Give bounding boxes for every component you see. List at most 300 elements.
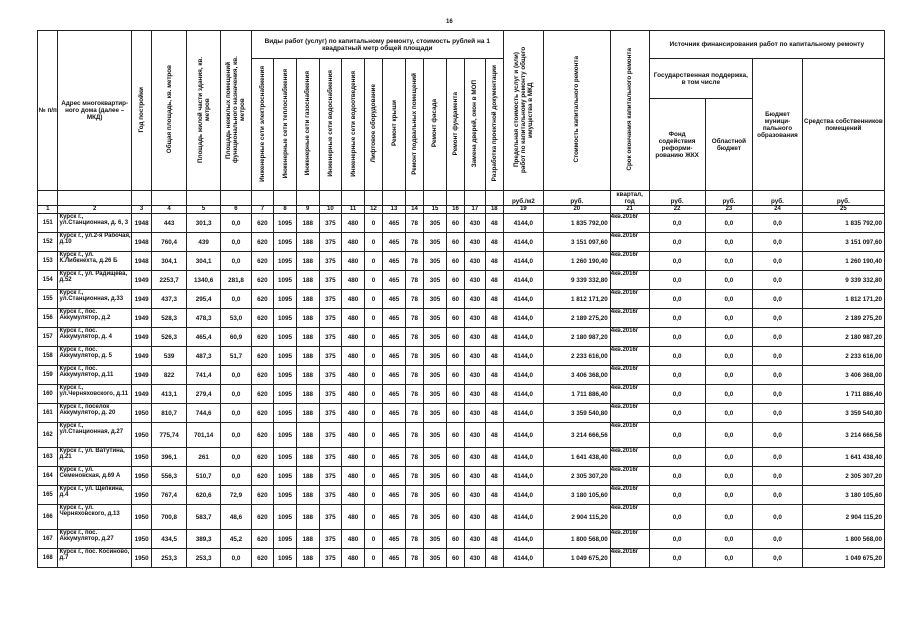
total-cost-cell: 2 305 307,20: [543, 467, 610, 486]
fund-cell: 0,0: [649, 486, 705, 505]
year-cell: 1950: [131, 467, 151, 486]
cost-doors-cell: 430: [465, 290, 485, 309]
nonres-area-cell: 281,8: [221, 271, 251, 290]
fund-cell: 0,0: [649, 347, 705, 366]
header-w-basement: Ремонт подвальных помещений: [405, 59, 423, 191]
total-area-cell: 413,1: [152, 385, 187, 404]
cost-design-cell: 48: [485, 366, 503, 385]
nonres-area-cell: 0,0: [221, 233, 251, 252]
column-number: 11: [342, 206, 365, 214]
deadline-cell: 4кв.2016г: [610, 404, 649, 423]
fund-cell: 0,0: [649, 423, 705, 448]
living-area-cell: 1340,6: [186, 271, 221, 290]
cost-foundation-cell: 60: [446, 423, 464, 448]
column-number: 23: [705, 206, 752, 214]
total-cost-cell: 3 214 666,56: [543, 423, 610, 448]
cost-electric-cell: 620: [251, 385, 274, 404]
total-cost-cell: 1 812 171,20: [543, 290, 610, 309]
header-total-area: Общая площадь, кв. метров: [152, 31, 187, 191]
total-area-cell: 810,7: [152, 404, 187, 423]
municipal-cell: 0,0: [753, 549, 803, 568]
cost-lift-cell: 0: [364, 271, 382, 290]
column-number: 9: [296, 206, 319, 214]
total-area-cell: 700,8: [152, 505, 187, 530]
unit-cost-cell: 4144,0: [503, 423, 543, 448]
regional-cell: 0,0: [705, 214, 752, 233]
cost-lift-cell: 0: [364, 290, 382, 309]
column-number: 17: [465, 206, 485, 214]
cost-doors-cell: 430: [465, 309, 485, 328]
header-w-facade: Ремонт фасада: [424, 59, 447, 191]
table-row: [38, 448, 885, 467]
owners-cell: 3 214 666,56: [802, 423, 884, 448]
cost-electric-cell: 620: [251, 309, 274, 328]
column-number: 7: [251, 206, 274, 214]
table-row: [38, 530, 885, 549]
cost-foundation-cell: 60: [446, 549, 464, 568]
total-cost-cell: 9 339 332,80: [543, 271, 610, 290]
address-cell: Курск г., ул.Черняховского, д.11: [58, 385, 131, 404]
cost-basement-cell: 78: [405, 549, 423, 568]
municipal-cell: 0,0: [753, 366, 803, 385]
regional-cell: 0,0: [705, 309, 752, 328]
deadline-cell: 4кв.2016г: [610, 214, 649, 233]
cost-sewer-cell: 480: [342, 347, 365, 366]
cost-water-cell: 375: [319, 385, 342, 404]
column-number: 19: [503, 206, 543, 214]
column-number: 14: [405, 206, 423, 214]
cost-gas-cell: 188: [296, 423, 319, 448]
header-w-sewer: Инженерные сети водоотведения: [342, 59, 365, 191]
cost-water-cell: 375: [319, 486, 342, 505]
table-row: [38, 252, 885, 271]
cost-facade-cell: 305: [424, 328, 447, 347]
owners-cell: 2 189 275,20: [802, 309, 884, 328]
cost-lift-cell: 0: [364, 505, 382, 530]
cost-basement-cell: 78: [405, 530, 423, 549]
living-area-cell: 301,3: [186, 214, 221, 233]
cost-basement-cell: 78: [405, 505, 423, 530]
address-cell: Курск г., ул. Семеновская, д.69 А: [58, 467, 131, 486]
cost-heat-cell: 1095: [274, 271, 297, 290]
total-area-cell: 528,3: [152, 309, 187, 328]
cost-heat-cell: 1095: [274, 290, 297, 309]
deadline-cell: 4кв.2016г: [610, 467, 649, 486]
cost-gas-cell: 188: [296, 467, 319, 486]
regional-cell: 0,0: [705, 271, 752, 290]
cost-facade-cell: 305: [424, 347, 447, 366]
total-cost-cell: 1 835 792,00: [543, 214, 610, 233]
cost-roof-cell: 465: [383, 233, 406, 252]
fund-cell: 0,0: [649, 290, 705, 309]
row-number: 153: [38, 252, 58, 271]
total-cost-cell: 3 406 368,00: [543, 366, 610, 385]
living-area-cell: 741,4: [186, 366, 221, 385]
cost-electric-cell: 620: [251, 530, 274, 549]
cost-basement-cell: 78: [405, 233, 423, 252]
year-cell: 1949: [131, 328, 151, 347]
row-number: 157: [38, 328, 58, 347]
cost-water-cell: 375: [319, 423, 342, 448]
cost-basement-cell: 78: [405, 252, 423, 271]
owners-cell: 3 151 097,60: [802, 233, 884, 252]
header-fund: Фонд содействия реформи-рованию ЖКХ: [649, 99, 705, 191]
header-state-support: Государственная поддержка, в том числе: [649, 59, 753, 99]
cost-sewer-cell: 480: [342, 385, 365, 404]
fund-cell: 0,0: [649, 448, 705, 467]
cost-roof-cell: 465: [383, 252, 406, 271]
unit-cost-cell: 4144,0: [503, 328, 543, 347]
address-cell: Курск г., ул.Станционная, д.33: [58, 290, 131, 309]
table-row: [38, 549, 885, 568]
cost-lift-cell: 0: [364, 385, 382, 404]
owners-cell: 1 711 886,40: [802, 385, 884, 404]
cost-sewer-cell: 480: [342, 233, 365, 252]
cost-electric-cell: 620: [251, 404, 274, 423]
cost-roof-cell: 465: [383, 309, 406, 328]
row-number: 164: [38, 467, 58, 486]
total-area-cell: 304,1: [152, 252, 187, 271]
cost-sewer-cell: 480: [342, 404, 365, 423]
unit-cost-cell: 4144,0: [503, 347, 543, 366]
capital-repair-table: [37, 30, 885, 568]
address-cell: Курск г., ул.Станционная, д.27: [58, 423, 131, 448]
cost-electric-cell: 620: [251, 252, 274, 271]
cost-foundation-cell: 60: [446, 347, 464, 366]
cost-foundation-cell: 60: [446, 290, 464, 309]
deadline-cell: 4кв.2016г: [610, 505, 649, 530]
living-area-cell: 583,7: [186, 505, 221, 530]
cost-basement-cell: 78: [405, 404, 423, 423]
cost-roof-cell: 465: [383, 505, 406, 530]
year-cell: 1950: [131, 549, 151, 568]
living-area-cell: 389,3: [186, 530, 221, 549]
cost-sewer-cell: 480: [342, 486, 365, 505]
column-number-row: [38, 206, 885, 214]
cost-heat-cell: 1095: [274, 233, 297, 252]
address-cell: Курск г., ул. Черняховского, д.13: [58, 505, 131, 530]
municipal-cell: 0,0: [753, 385, 803, 404]
cost-foundation-cell: 60: [446, 530, 464, 549]
header-unit-cost: Предельная стоимость услуг и (или) работ по капитальному ремонту общего имущества в МКД: [503, 31, 543, 191]
cost-design-cell: 48: [485, 290, 503, 309]
unit-regional: руб.: [705, 191, 752, 206]
cost-basement-cell: 78: [405, 448, 423, 467]
cost-gas-cell: 188: [296, 252, 319, 271]
municipal-cell: 0,0: [753, 328, 803, 347]
deadline-cell: 4кв.2016г: [610, 423, 649, 448]
cost-design-cell: 48: [485, 530, 503, 549]
nonres-area-cell: 0,0: [221, 404, 251, 423]
cost-gas-cell: 188: [296, 404, 319, 423]
nonres-area-cell: 72,9: [221, 486, 251, 505]
column-number: 6: [221, 206, 251, 214]
living-area-cell: 304,1: [186, 252, 221, 271]
table-row: [38, 328, 885, 347]
cost-lift-cell: 0: [364, 214, 382, 233]
cost-lift-cell: 0: [364, 467, 382, 486]
column-number: 16: [446, 206, 464, 214]
cost-design-cell: 48: [485, 252, 503, 271]
cost-basement-cell: 78: [405, 423, 423, 448]
cost-facade-cell: 305: [424, 549, 447, 568]
address-cell: Курск г., пос. Аккумулятор, д. 4: [58, 328, 131, 347]
nonres-area-cell: 0,0: [221, 549, 251, 568]
cost-design-cell: 48: [485, 347, 503, 366]
cost-water-cell: 375: [319, 309, 342, 328]
cost-roof-cell: 465: [383, 347, 406, 366]
cost-roof-cell: 465: [383, 290, 406, 309]
cost-water-cell: 375: [319, 467, 342, 486]
row-number: 162: [38, 423, 58, 448]
cost-lift-cell: 0: [364, 309, 382, 328]
total-cost-cell: 1 641 438,40: [543, 448, 610, 467]
cost-roof-cell: 465: [383, 366, 406, 385]
cost-gas-cell: 188: [296, 366, 319, 385]
regional-cell: 0,0: [705, 530, 752, 549]
cost-sewer-cell: 480: [342, 252, 365, 271]
address-cell: Курск г., поселок Аккумулятор, д. 20: [58, 404, 131, 423]
cost-gas-cell: 188: [296, 385, 319, 404]
cost-roof-cell: 465: [383, 448, 406, 467]
deadline-cell: 4кв.2016г: [610, 290, 649, 309]
cost-facade-cell: 305: [424, 385, 447, 404]
cost-doors-cell: 430: [465, 366, 485, 385]
total-cost-cell: 2 189 275,20: [543, 309, 610, 328]
total-cost-cell: 2 233 616,00: [543, 347, 610, 366]
unit-cost-cell: 4144,0: [503, 233, 543, 252]
address-cell: Курск г., ул. Радищева, д.52: [58, 271, 131, 290]
cost-water-cell: 375: [319, 404, 342, 423]
row-number: 158: [38, 347, 58, 366]
cost-lift-cell: 0: [364, 347, 382, 366]
cost-heat-cell: 1095: [274, 214, 297, 233]
unit-cost-cell: 4144,0: [503, 214, 543, 233]
total-area-cell: 396,1: [152, 448, 187, 467]
nonres-area-cell: 0,0: [221, 290, 251, 309]
cost-basement-cell: 78: [405, 486, 423, 505]
column-number: 2: [58, 206, 131, 214]
fund-cell: 0,0: [649, 549, 705, 568]
cost-basement-cell: 78: [405, 290, 423, 309]
total-cost-cell: 3 359 540,80: [543, 404, 610, 423]
living-area-cell: 261: [186, 448, 221, 467]
total-area-cell: 526,3: [152, 328, 187, 347]
cost-foundation-cell: 60: [446, 233, 464, 252]
header-w-design: Разработка проектной документации: [485, 59, 503, 191]
total-area-cell: 437,3: [152, 290, 187, 309]
cost-roof-cell: 465: [383, 271, 406, 290]
unit-cost-cell: 4144,0: [503, 486, 543, 505]
living-area-cell: 295,4: [186, 290, 221, 309]
cost-gas-cell: 188: [296, 347, 319, 366]
cost-heat-cell: 1095: [274, 486, 297, 505]
header-total-cost: Стоимость капитального ремонта: [543, 31, 610, 191]
column-number: 25: [802, 206, 884, 214]
cost-heat-cell: 1095: [274, 366, 297, 385]
cost-design-cell: 48: [485, 404, 503, 423]
year-cell: 1950: [131, 505, 151, 530]
cost-doors-cell: 430: [465, 252, 485, 271]
cost-doors-cell: 430: [465, 214, 485, 233]
year-cell: 1950: [131, 486, 151, 505]
cost-electric-cell: 620: [251, 486, 274, 505]
living-area-cell: 465,4: [186, 328, 221, 347]
living-area-cell: 744,6: [186, 404, 221, 423]
cost-gas-cell: 188: [296, 328, 319, 347]
owners-cell: 9 339 332,80: [802, 271, 884, 290]
cost-doors-cell: 430: [465, 530, 485, 549]
living-area-cell: 701,14: [186, 423, 221, 448]
cost-doors-cell: 430: [465, 467, 485, 486]
fund-cell: 0,0: [649, 214, 705, 233]
total-cost-cell: 3 151 097,60: [543, 233, 610, 252]
fund-cell: 0,0: [649, 252, 705, 271]
cost-basement-cell: 78: [405, 366, 423, 385]
cost-gas-cell: 188: [296, 309, 319, 328]
cost-foundation-cell: 60: [446, 328, 464, 347]
header-w-roof: Ремонт крыши: [383, 59, 406, 191]
nonres-area-cell: 0,0: [221, 214, 251, 233]
column-number: 3: [131, 206, 151, 214]
cost-heat-cell: 1095: [274, 423, 297, 448]
cost-design-cell: 48: [485, 423, 503, 448]
cost-heat-cell: 1095: [274, 549, 297, 568]
cost-design-cell: 48: [485, 214, 503, 233]
deadline-cell: 4кв.2016г: [610, 309, 649, 328]
municipal-cell: 0,0: [753, 530, 803, 549]
total-area-cell: 253,3: [152, 549, 187, 568]
unit-total-cost: руб.: [543, 191, 610, 206]
municipal-cell: 0,0: [753, 505, 803, 530]
regional-cell: 0,0: [705, 467, 752, 486]
cost-sewer-cell: 480: [342, 423, 365, 448]
cost-basement-cell: 78: [405, 328, 423, 347]
cost-design-cell: 48: [485, 385, 503, 404]
cost-gas-cell: 188: [296, 290, 319, 309]
year-cell: 1948: [131, 233, 151, 252]
cost-heat-cell: 1095: [274, 404, 297, 423]
deadline-cell: 4кв.2016г: [610, 448, 649, 467]
total-cost-cell: 3 180 105,60: [543, 486, 610, 505]
cost-electric-cell: 620: [251, 505, 274, 530]
row-number: 156: [38, 309, 58, 328]
year-cell: 1949: [131, 290, 151, 309]
municipal-cell: 0,0: [753, 271, 803, 290]
page-number: 16: [446, 19, 453, 25]
cost-gas-cell: 188: [296, 271, 319, 290]
table-row: [38, 423, 885, 448]
municipal-cell: 0,0: [753, 214, 803, 233]
address-cell: Курск г., ул.2-я Рабочая, д.10: [58, 233, 131, 252]
table-row: [38, 366, 885, 385]
cost-facade-cell: 305: [424, 486, 447, 505]
cost-foundation-cell: 60: [446, 309, 464, 328]
cost-roof-cell: 465: [383, 404, 406, 423]
row-number: 154: [38, 271, 58, 290]
year-cell: 1949: [131, 385, 151, 404]
table-row: [38, 347, 885, 366]
table-row: [38, 233, 885, 252]
municipal-cell: 0,0: [753, 347, 803, 366]
living-area-cell: 279,4: [186, 385, 221, 404]
unit-cost-cell: 4144,0: [503, 271, 543, 290]
municipal-cell: 0,0: [753, 404, 803, 423]
living-area-cell: 510,7: [186, 467, 221, 486]
column-number: 8: [274, 206, 297, 214]
deadline-cell: 4кв.2016г: [610, 252, 649, 271]
table-row: [38, 214, 885, 233]
total-area-cell: 556,3: [152, 467, 187, 486]
address-cell: Курск г., ул. Ватутина, д.21: [58, 448, 131, 467]
cost-doors-cell: 430: [465, 404, 485, 423]
header-w-electric: Инженерные сети электроснабжения: [251, 59, 274, 191]
cost-design-cell: 48: [485, 549, 503, 568]
cost-doors-cell: 430: [465, 549, 485, 568]
unit-deadline: квартал, год: [610, 191, 649, 206]
owners-cell: 3 359 540,80: [802, 404, 884, 423]
header-deadline: Срок окончания капитального ремонта: [610, 31, 649, 191]
cost-gas-cell: 188: [296, 448, 319, 467]
cost-heat-cell: 1095: [274, 530, 297, 549]
year-cell: 1949: [131, 347, 151, 366]
living-area-cell: 478,3: [186, 309, 221, 328]
cost-foundation-cell: 60: [446, 486, 464, 505]
total-cost-cell: 2 904 115,20: [543, 505, 610, 530]
cost-water-cell: 375: [319, 252, 342, 271]
table-row: [38, 309, 885, 328]
header-w-foundation: Ремонт фундамента: [446, 59, 464, 191]
cost-facade-cell: 305: [424, 233, 447, 252]
header-regional: Областной бюджет: [705, 99, 752, 191]
cost-doors-cell: 430: [465, 271, 485, 290]
cost-basement-cell: 78: [405, 271, 423, 290]
fund-cell: 0,0: [649, 366, 705, 385]
cost-sewer-cell: 480: [342, 366, 365, 385]
cost-heat-cell: 1095: [274, 448, 297, 467]
regional-cell: 0,0: [705, 290, 752, 309]
year-cell: 1949: [131, 309, 151, 328]
deadline-cell: 4кв.2016г: [610, 347, 649, 366]
cost-electric-cell: 620: [251, 366, 274, 385]
column-number: 13: [383, 206, 406, 214]
cost-doors-cell: 430: [465, 423, 485, 448]
cost-foundation-cell: 60: [446, 214, 464, 233]
cost-heat-cell: 1095: [274, 467, 297, 486]
row-number: 167: [38, 530, 58, 549]
unit-cost-cell: 4144,0: [503, 530, 543, 549]
cost-heat-cell: 1095: [274, 347, 297, 366]
municipal-cell: 0,0: [753, 448, 803, 467]
total-cost-cell: 1 049 675,20: [543, 549, 610, 568]
cost-sewer-cell: 480: [342, 328, 365, 347]
address-cell: Курск г., пос. Аккумулятор, д.11: [58, 366, 131, 385]
header-num: № п/п: [38, 31, 58, 191]
cost-sewer-cell: 480: [342, 214, 365, 233]
nonres-area-cell: 48,6: [221, 505, 251, 530]
deadline-cell: 4кв.2016г: [610, 486, 649, 505]
cost-electric-cell: 620: [251, 271, 274, 290]
header-w-heat: Инженерные сети теплоснабжения: [274, 59, 297, 191]
cost-roof-cell: 465: [383, 486, 406, 505]
municipal-cell: 0,0: [753, 252, 803, 271]
cost-design-cell: 48: [485, 505, 503, 530]
owners-cell: 2 180 987,20: [802, 328, 884, 347]
column-number: 12: [364, 206, 382, 214]
column-number: 24: [753, 206, 803, 214]
cost-roof-cell: 465: [383, 423, 406, 448]
header-municipal: Бюджет муници-пального образования: [753, 59, 803, 191]
